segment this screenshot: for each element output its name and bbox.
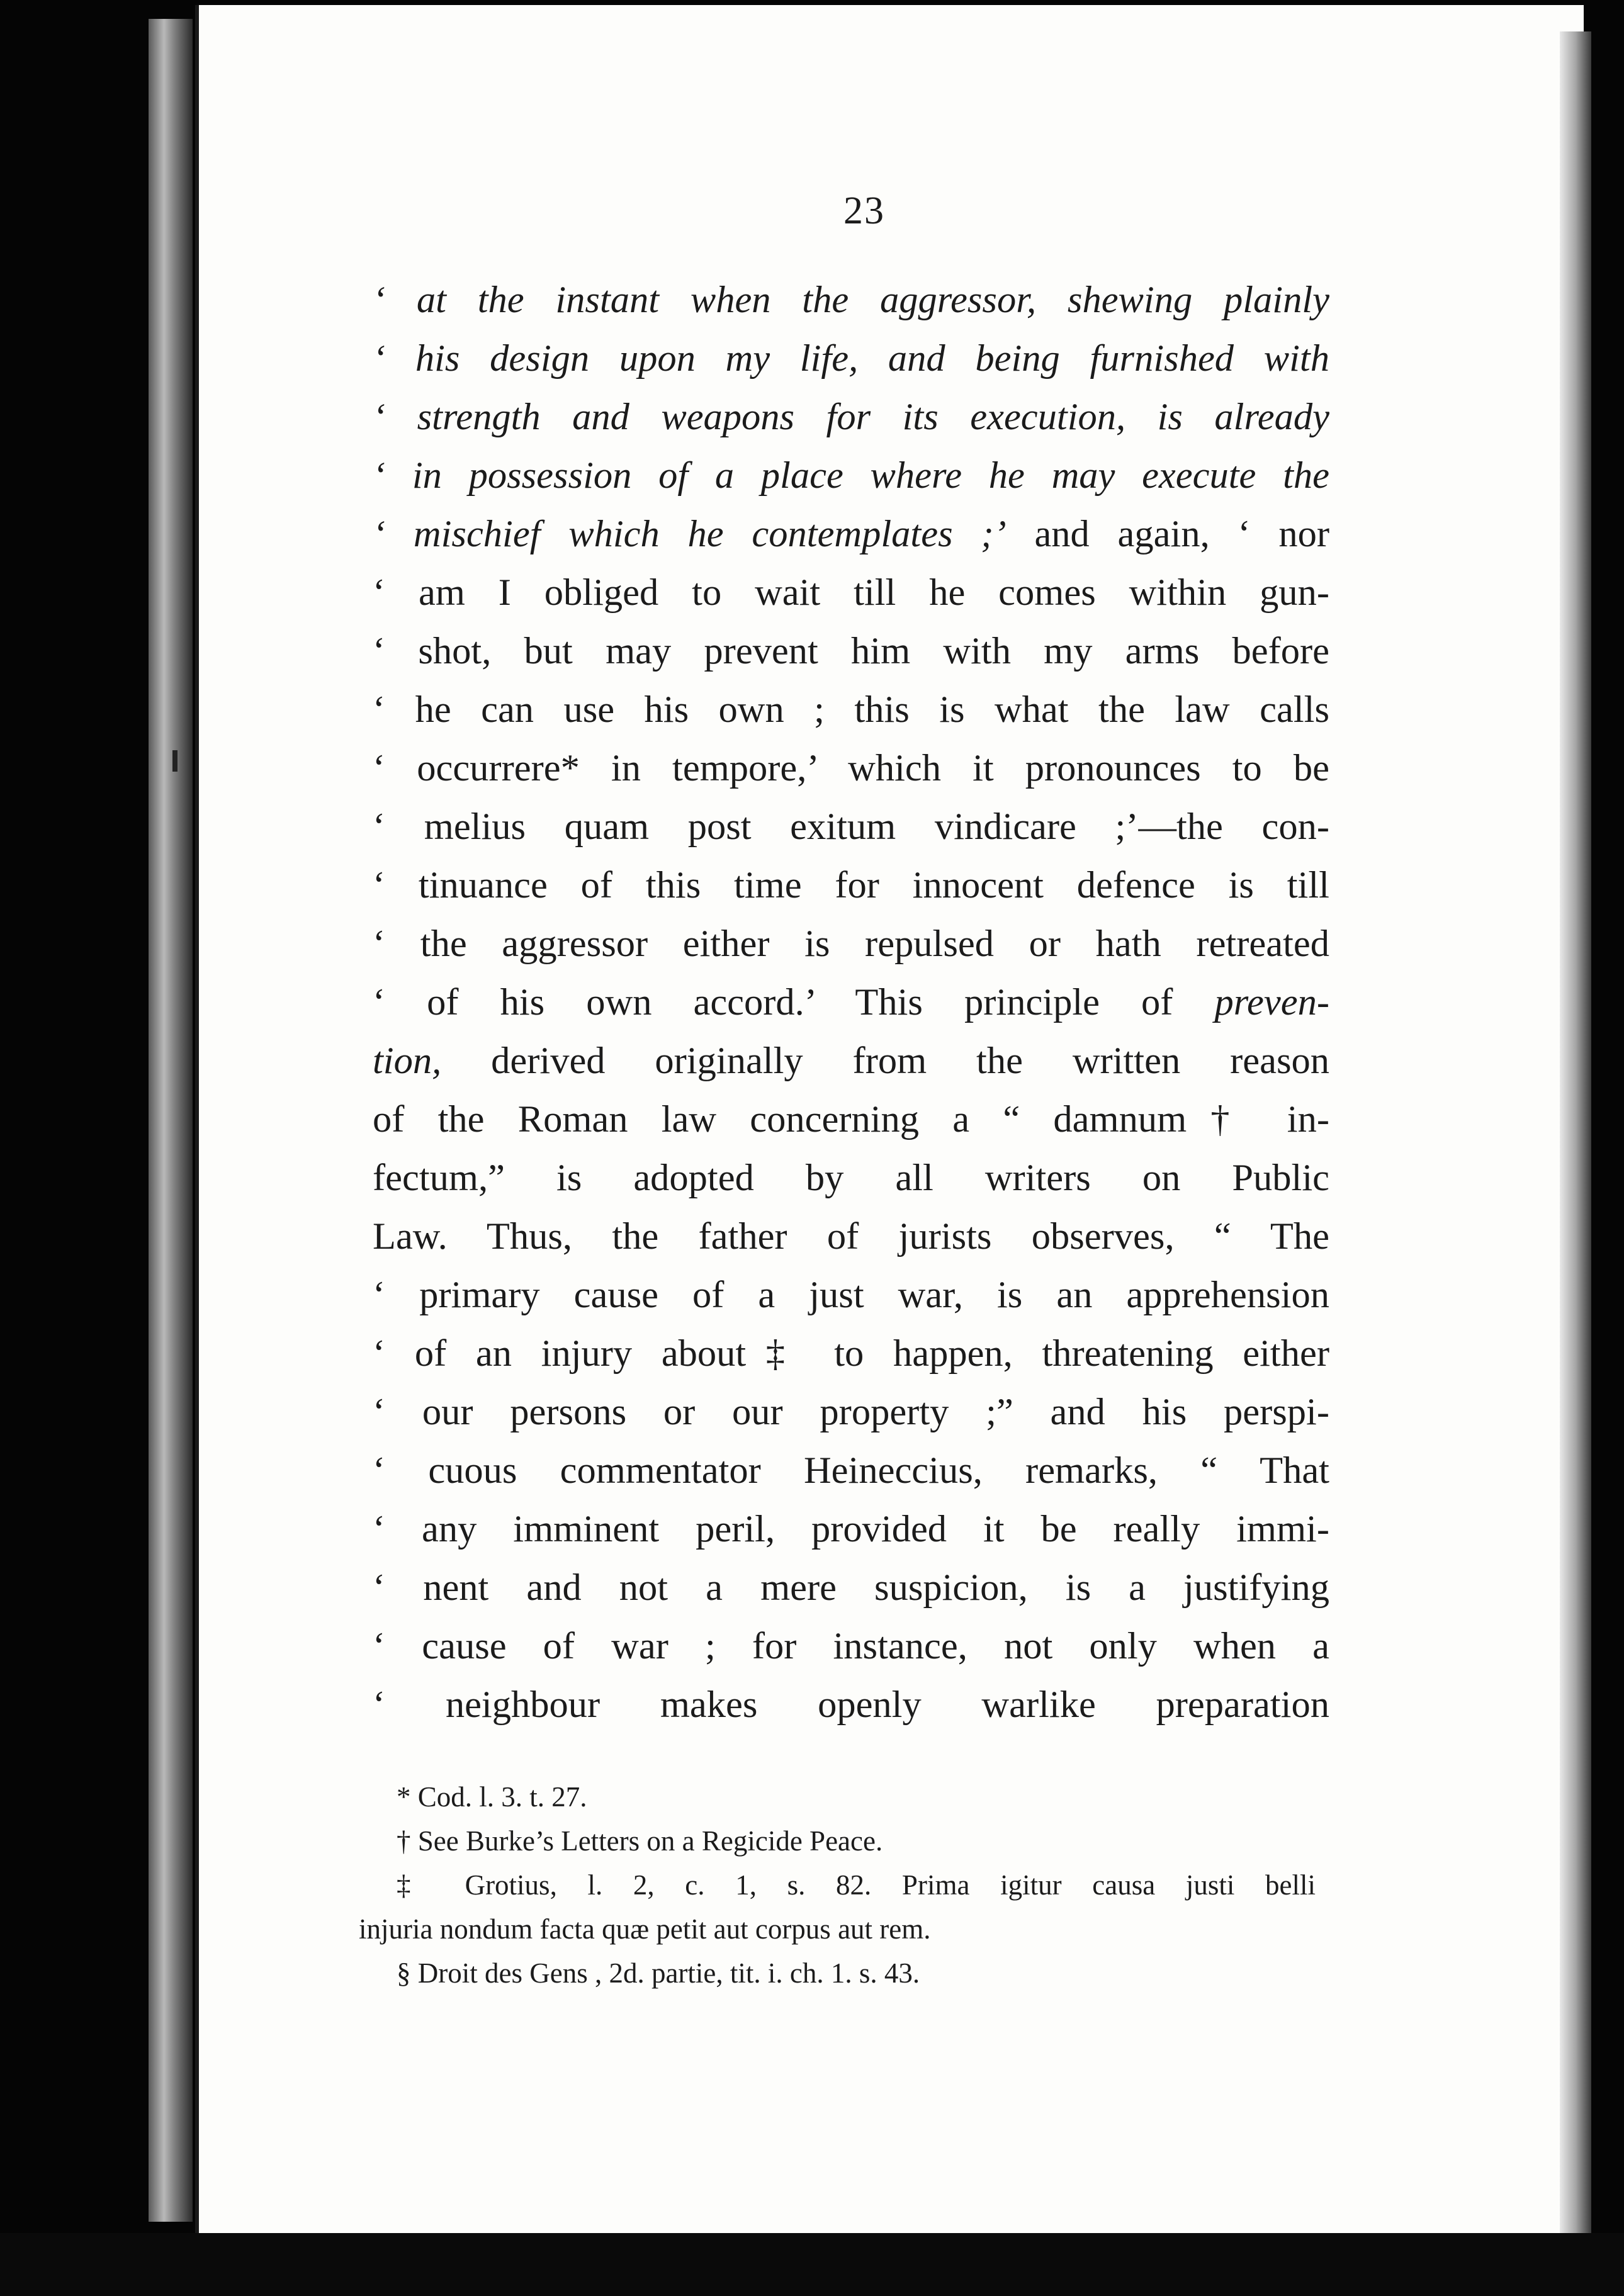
text-line: ‘ at the instant when the aggressor, shewing plainly: [373, 279, 1329, 321]
footnote-continuation: injuria nondum facta quæ petit aut corpus aut rem.: [359, 1913, 931, 1945]
text-line: of the Roman law concerning a “ damnum† in-: [373, 1098, 1329, 1140]
text-line: ‘ am I obliged to wait till he comes within gun-: [373, 571, 1329, 614]
text-line: ‘ melius quam post exitum vindicare ;’—the con-: [373, 806, 1329, 848]
text-line: ‘ shot, but may prevent him with my arms before: [373, 630, 1329, 672]
page-number: 23: [843, 189, 885, 232]
footnote: † See Burke’s Letters on a Regicide Peace.: [397, 1825, 883, 1857]
scan-bottom-border: [0, 2233, 1624, 2296]
text-line: ‘ the aggressor either is repulsed or hath retreated: [373, 923, 1329, 965]
page-stack-edge: [1560, 31, 1591, 2247]
text-line: ‘ mischief which he contemplates ;’ and again, ‘ nor: [373, 513, 1329, 555]
text-line: ‘ he can use his own ; this is what the law calls: [373, 689, 1329, 731]
footnote: ‡ Grotius, l. 2, c. 1, s. 82. Prima igitur causa justi belli: [397, 1869, 1316, 1901]
footnotes: [359, 1775, 1316, 1995]
text-line: ‘ of his own accord.’ This principle of preven-: [373, 981, 1329, 1023]
text-line: ‘ of an injury about‡ to happen, threatening either: [373, 1332, 1329, 1375]
text-line: ‘ tinuance of this time for innocent defence is till: [373, 864, 1329, 906]
text-line: ‘ occurrere* in tempore,’ which it pronounces to be: [373, 747, 1329, 789]
body-text: [373, 271, 1329, 1734]
text-line: tion, derived originally from the written reason: [373, 1040, 1329, 1082]
text-line: Law. Thus, the father of jurists observes, “ The: [373, 1215, 1329, 1258]
text-line: ‘ cause of war ; for instance, not only when a: [373, 1625, 1329, 1667]
text-line: ‘ in possession of a place where he may execute the: [373, 454, 1329, 497]
text-line: ‘ his design upon my life, and being furnished with: [373, 337, 1329, 380]
margin-mark: [172, 750, 178, 772]
text-line: ‘ any imminent peril, provided it be really immi-: [373, 1508, 1329, 1550]
text-line: ‘ strength and weapons for its execution, is already: [373, 396, 1329, 438]
text-line: ‘ our persons or our property ;” and his perspi-: [373, 1391, 1329, 1433]
book-spine-edge: [149, 19, 193, 2222]
text-line: ‘ neighbour makes openly warlike preparation: [373, 1684, 1329, 1726]
footnote: * Cod. l. 3. t. 27.: [397, 1781, 587, 1813]
text-line: ‘ cuous commentator Heineccius, remarks, “ That: [373, 1449, 1329, 1492]
text-line: ‘ primary cause of a just war, is an apprehension: [373, 1274, 1329, 1316]
text-line: fectum,” is adopted by all writers on Public: [373, 1157, 1329, 1199]
text-line: ‘ nent and not a mere suspicion, is a justifying: [373, 1567, 1329, 1609]
footnote: § Droit des Gens , 2d. partie, tit. i. ch. 1. s. 43.: [397, 1957, 920, 1989]
